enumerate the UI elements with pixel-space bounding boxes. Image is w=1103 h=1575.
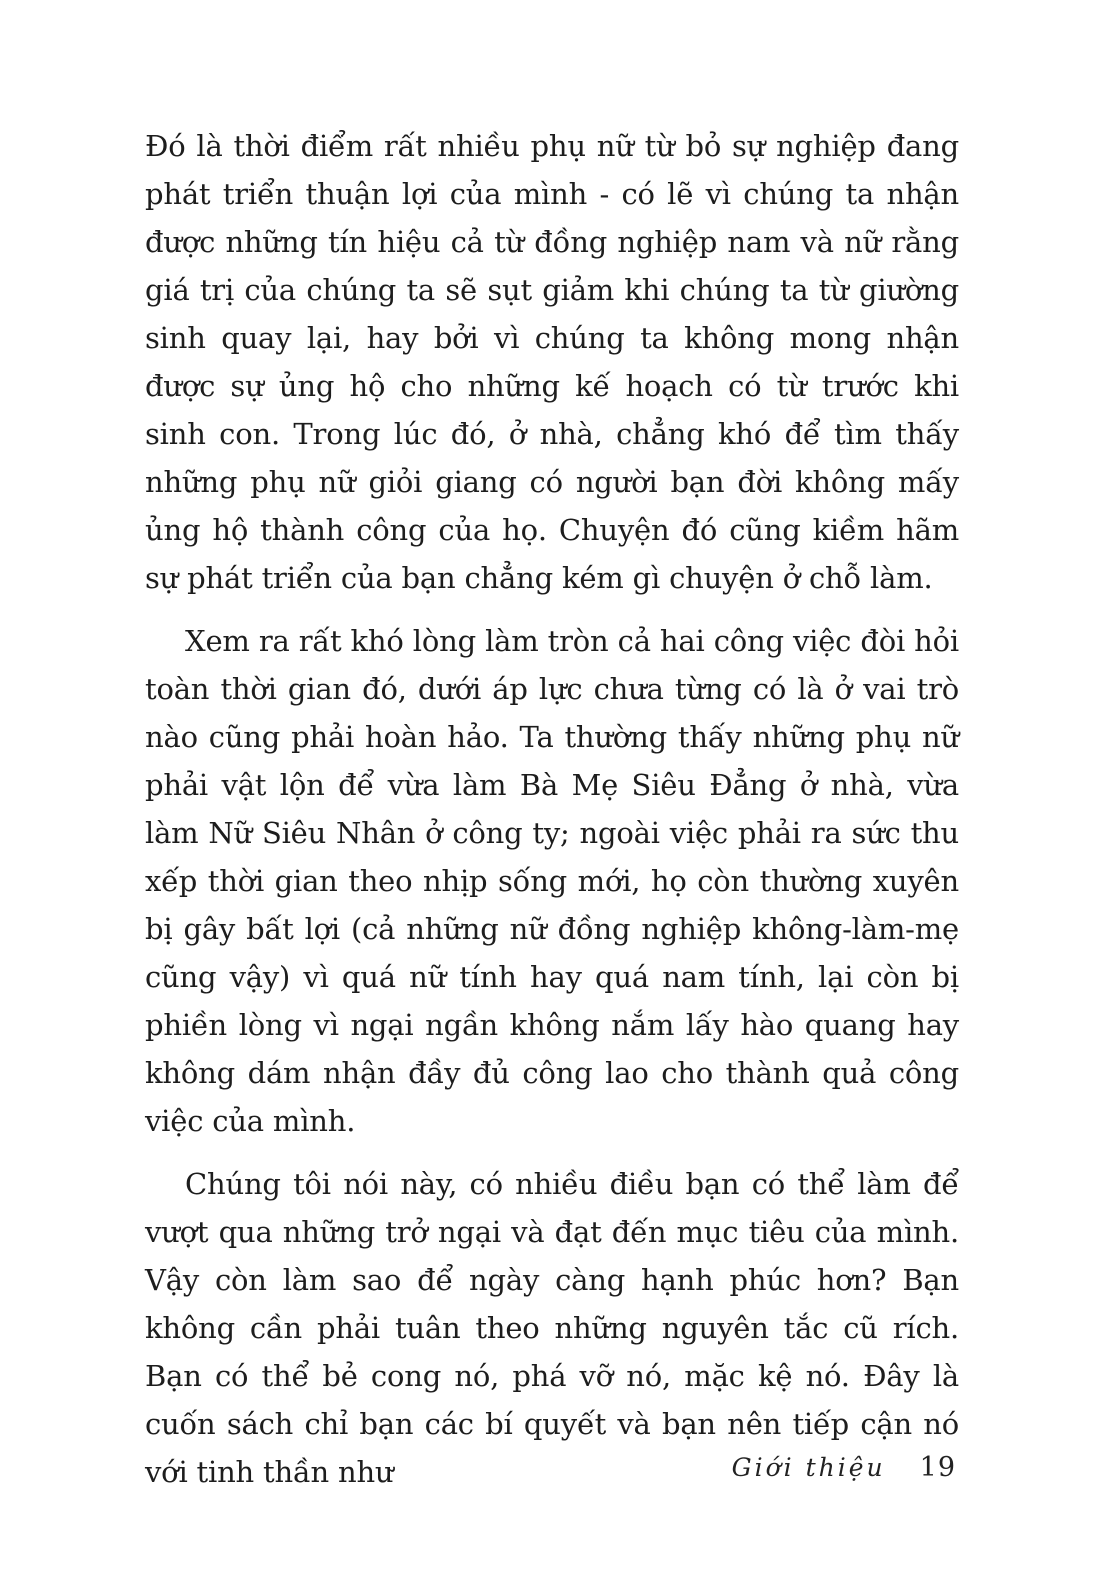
paragraph-3: Chúng tôi nói này, có nhiều điều bạn có thể làm để vượt qua những trở ngại và đạt đến mục tiêu của mình. Vậy còn làm sao để ngày càng hạnh phúc hơn? Bạn không cần phải tuân theo những nguyên tắc cũ rích. Bạn có thể bẻ cong nó, phá vỡ nó, mặc kệ nó. Đây là cuốn sách chỉ bạn các bí quyết và bạn nên tiếp cận nó với tinh thần như [145,1167,959,1489]
footer-section-title: Giới thiệu [731,1453,886,1482]
page-footer [732,1452,956,1483]
paragraph-1: Đó là thời điểm rất nhiều phụ nữ từ bỏ sự nghiệp đang phát triển thuận lợi của mình - có lẽ vì chúng ta nhận được những tín hiệu cả từ đồng nghiệp nam và nữ rằng giá trị của chúng ta sẽ sụt giảm khi chúng ta từ giường sinh quay lại, hay bởi vì chúng ta không mong nhận được sự ủng hộ cho những kế hoạch có từ trước khi sinh con. Trong lúc đó, ở nhà, chẳng khó để tìm thấy những phụ nữ giỏi giang có người bạn đời không mấy ủng hộ thành công của họ. Chuyện đó cũng kiềm hãm sự phát triển của bạn chẳng kém gì chuyện ở chỗ làm. [145,129,959,595]
body-text [145,122,959,1511]
footer-page-number: 19 [919,1452,956,1483]
paragraph-2: Xem ra rất khó lòng làm tròn cả hai công việc đòi hỏi toàn thời gian đó, dưới áp lực chưa từng có là ở vai trò nào cũng phải hoàn hảo. Ta thường thấy những phụ nữ phải vật lộn để vừa làm Bà Mẹ Siêu Đẳng ở nhà, vừa làm Nữ Siêu Nhân ở công ty; ngoài việc phải ra sức thu xếp thời gian theo nhịp sống mới, họ còn thường xuyên bị gây bất lợi (cả những nữ đồng nghiệp không-làm-mẹ cũng vậy) vì quá nữ tính hay quá nam tính, lại còn bị phiền lòng vì ngại ngần không nắm lấy hào quang hay không dám nhận đầy đủ công lao cho thành quả công việc của mình. [145,624,959,1138]
